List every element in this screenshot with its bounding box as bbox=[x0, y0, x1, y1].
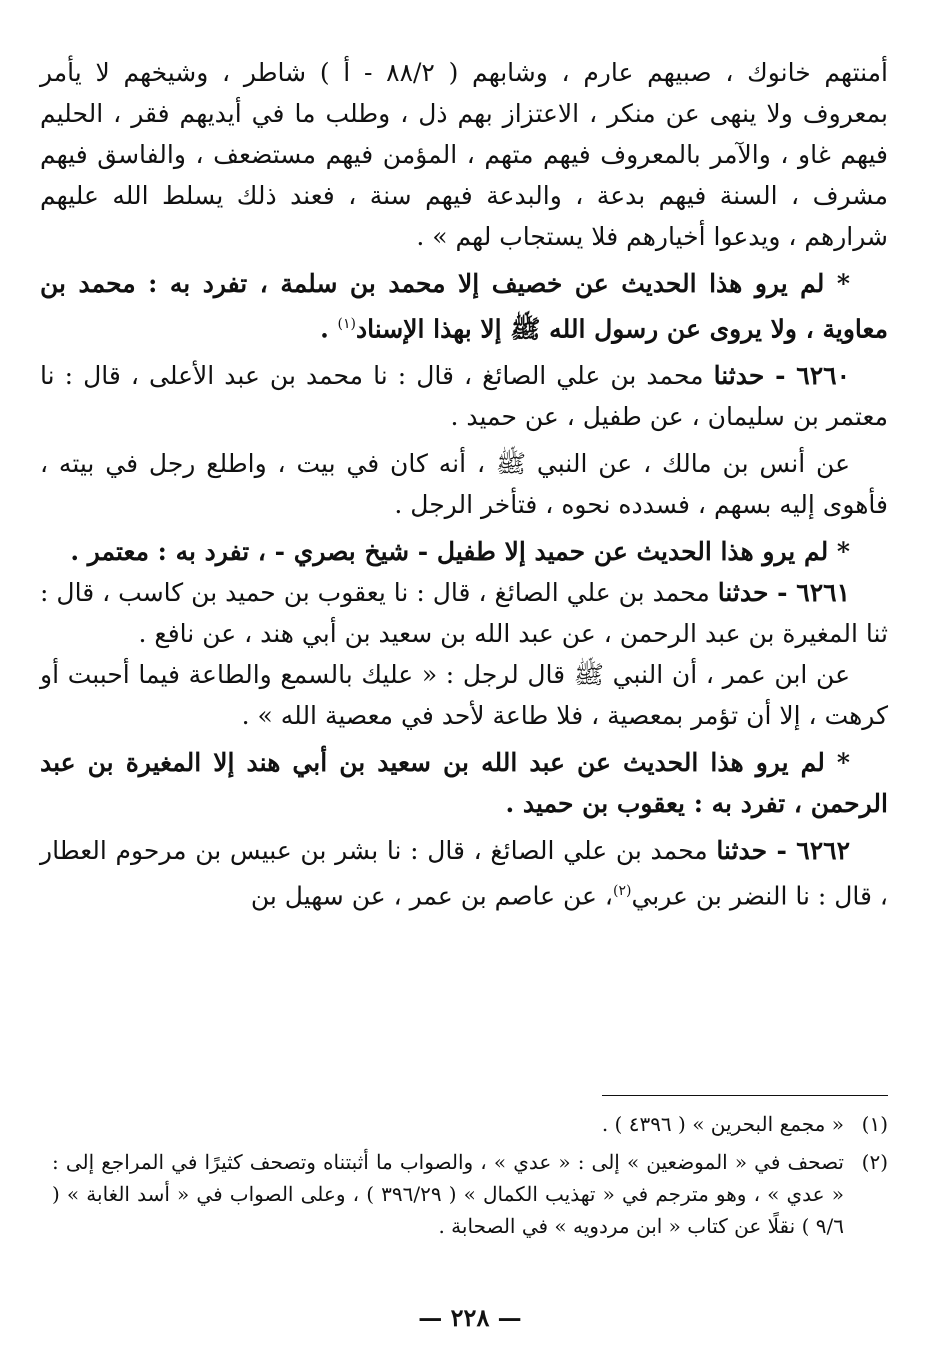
chain-text: محمد بن علي الصائغ ، قال : نا يعقوب بن حميد بن كاسب ، قال : ثنا المغيرة بن عبد الرحمن ، عن عبد الله بن سعيد بن أبي هند ، عن نافع . bbox=[40, 578, 888, 649]
footnote-mark: (١) bbox=[861, 1112, 888, 1136]
hadith-text-continuation: أمنتهم خانوك ، صبيهم عارم ، وشابهم ( ٨٨/٢ - أ ) شاطر ، وشيخهم لا يأمر بمعروف ولا ينهى عن منكر ، الاعتزاز بهم ذل ، وطلب ما في أيديهم فقر ، الحليم فيهم غاو ، والآمر بالمعروف فيهم متهم ، المؤمن فيهم مستضعف ، والفاسق فيهم مشرف ، السنة فيهم بدعة ، والبدعة فيهم سنة ، فعند ذلك يسلط الله عليهم شرارهم ، ويدعوا أخيارهم فلا يستجاب لهم » . bbox=[40, 58, 888, 251]
hadith-number: ٦٢٦١ - حدثنا bbox=[717, 578, 850, 608]
hadith-commentary bbox=[40, 263, 888, 349]
hadith-number: ٦٢٦٢ - حدثنا bbox=[716, 836, 850, 866]
commentary-text: * لم يرو هذا الحديث عن خصيف إلا محمد بن سلمة ، تفرد به : محمد بن معاوية ، ولا يروى عن رسول الله ﷺ إلا بهذا الإسناد bbox=[40, 269, 888, 344]
hadith-6260-commentary: * لم يرو هذا الحديث عن حميد إلا طفيل - شيخ بصري - ، تفرد به : معتمر . bbox=[70, 537, 850, 567]
footnote-text: « مجمع البحرين » ( ٤٣٩٦ ) . bbox=[601, 1112, 844, 1136]
footnote-ref-2: (٢) bbox=[612, 883, 632, 900]
chain-text: محمد بن علي الصائغ ، قال : نا بشر بن عبيس بن مرحوم العطار ، قال : نا النضر بن عربي bbox=[40, 836, 888, 911]
chain-text: محمد بن علي الصائغ ، قال : نا محمد بن عبد الأعلى ، قال : نا معتمر بن سليمان ، عن طفيل ، عن حميد . bbox=[40, 361, 888, 432]
footnote-mark: (٢) bbox=[861, 1150, 888, 1174]
commentary-end: . bbox=[320, 314, 338, 344]
chain-text-end: ، عن عاصم بن عمر ، عن سهيل بن bbox=[250, 881, 613, 911]
footnote-1 bbox=[52, 1108, 888, 1140]
footnote-divider bbox=[602, 1095, 888, 1096]
hadith-6261-text: عن ابن عمر ، أن النبي ﷺ قال لرجل : « عليك بالسمع والطاعة فيما أحببت أو كرهت ، إلا أن تؤمر بمعصية ، فلا طاعة لأحد في معصية الله » . bbox=[40, 660, 888, 731]
hadith-6260-chain bbox=[40, 355, 888, 437]
footnote-text: تصحف في « الموضعين » إلى : « عدي » ، والصواب ما أثبتناه وتصحف كثيرًا في المراجع إلى : « عدي » ، وهو مترجم في « تهذيب الكمال » ( ٣٩٦/٢٩ ) ، وعلى الصواب في « أسد الغابة » ( ٩/٦ ) نقلًا عن كتاب « ابن مردويه » في الصحابة . bbox=[52, 1150, 844, 1238]
hadith-number: ٦٢٦٠ - حدثنا bbox=[713, 361, 851, 391]
hadith-6261-chain bbox=[40, 572, 888, 654]
footnotes bbox=[52, 1108, 888, 1248]
hadith-6260-text: عن أنس بن مالك ، عن النبي ﷺ ، أنه كان في بيت ، واطلع رجل في بيته ، فأهوى إليه بسهم ، فسدده نحوه ، فتأخر الرجل . bbox=[40, 449, 888, 520]
footnote-2 bbox=[52, 1146, 888, 1242]
main-text bbox=[40, 52, 888, 917]
page-number: — ٢٢٨ — bbox=[418, 1303, 522, 1332]
hadith-6262-chain bbox=[40, 830, 888, 916]
hadith-6261-commentary: * لم يرو هذا الحديث عن عبد الله بن سعيد بن أبي هند إلا المغيرة بن عبد الرحمن ، تفرد به : يعقوب بن حميد . bbox=[40, 748, 888, 819]
footnote-ref-1: (١) bbox=[337, 316, 356, 332]
